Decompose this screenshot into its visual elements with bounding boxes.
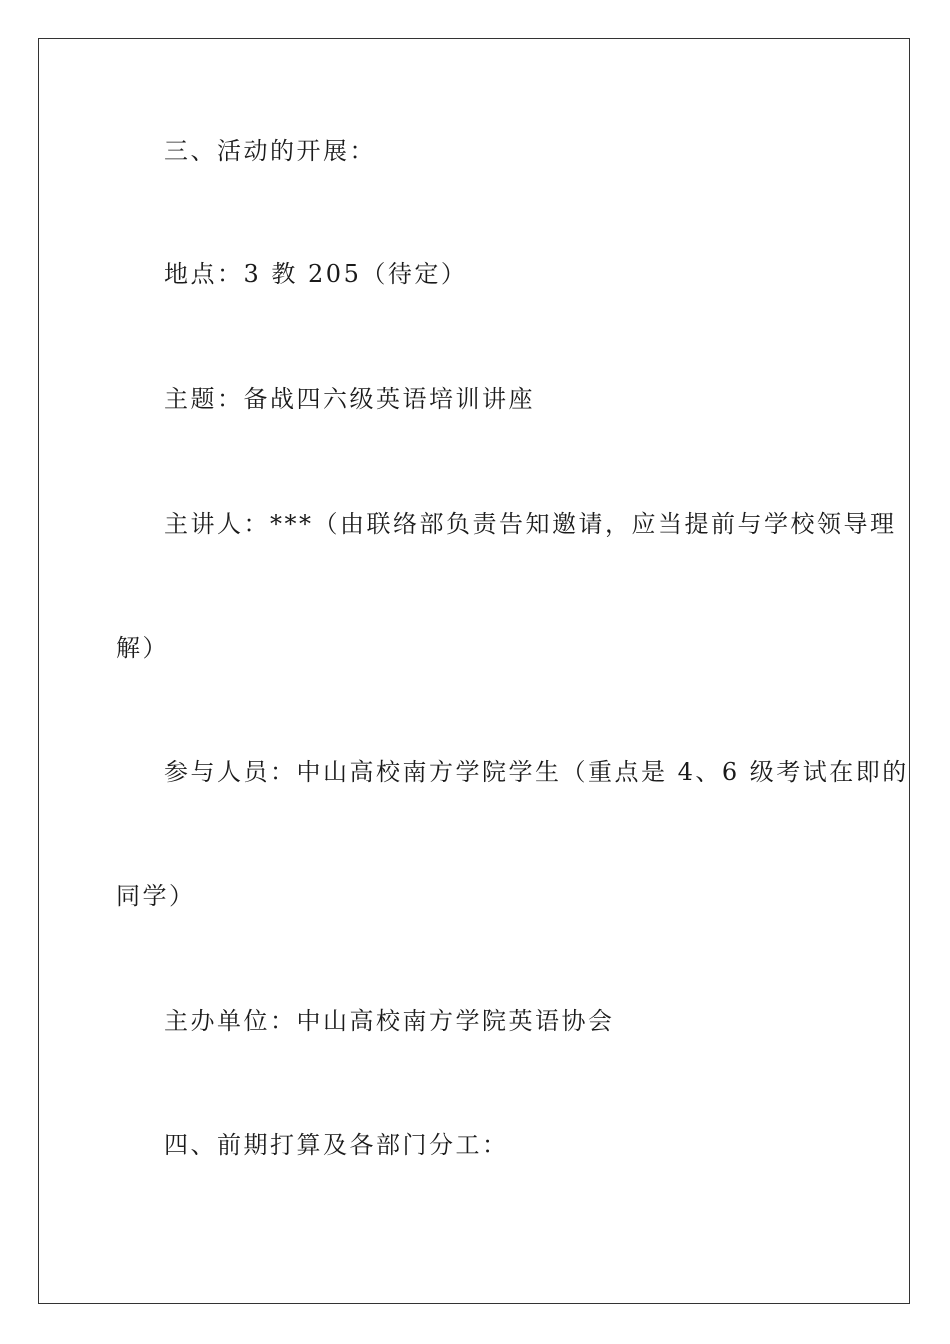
participants-line-continuation: 同学） [116,882,196,910]
speaker-line-continuation: 解） [116,634,169,662]
organizer-line: 主办单位：中山高校南方学院英语协会 [164,1007,615,1035]
page-frame [38,38,910,1304]
speaker-line: 主讲人：***（由联络部负责告知邀请，应当提前与学校领导理 [164,510,897,538]
topic-line: 主题：备战四六级英语培训讲座 [164,385,535,413]
section-heading-activity: 三、活动的开展： [164,137,376,165]
section-heading-preparation: 四、前期打算及各部门分工： [164,1131,509,1159]
participants-line: 参与人员：中山高校南方学院学生（重点是 4、6 级考试在即的 [164,758,909,786]
location-line: 地点：3 教 205（待定） [164,260,468,288]
